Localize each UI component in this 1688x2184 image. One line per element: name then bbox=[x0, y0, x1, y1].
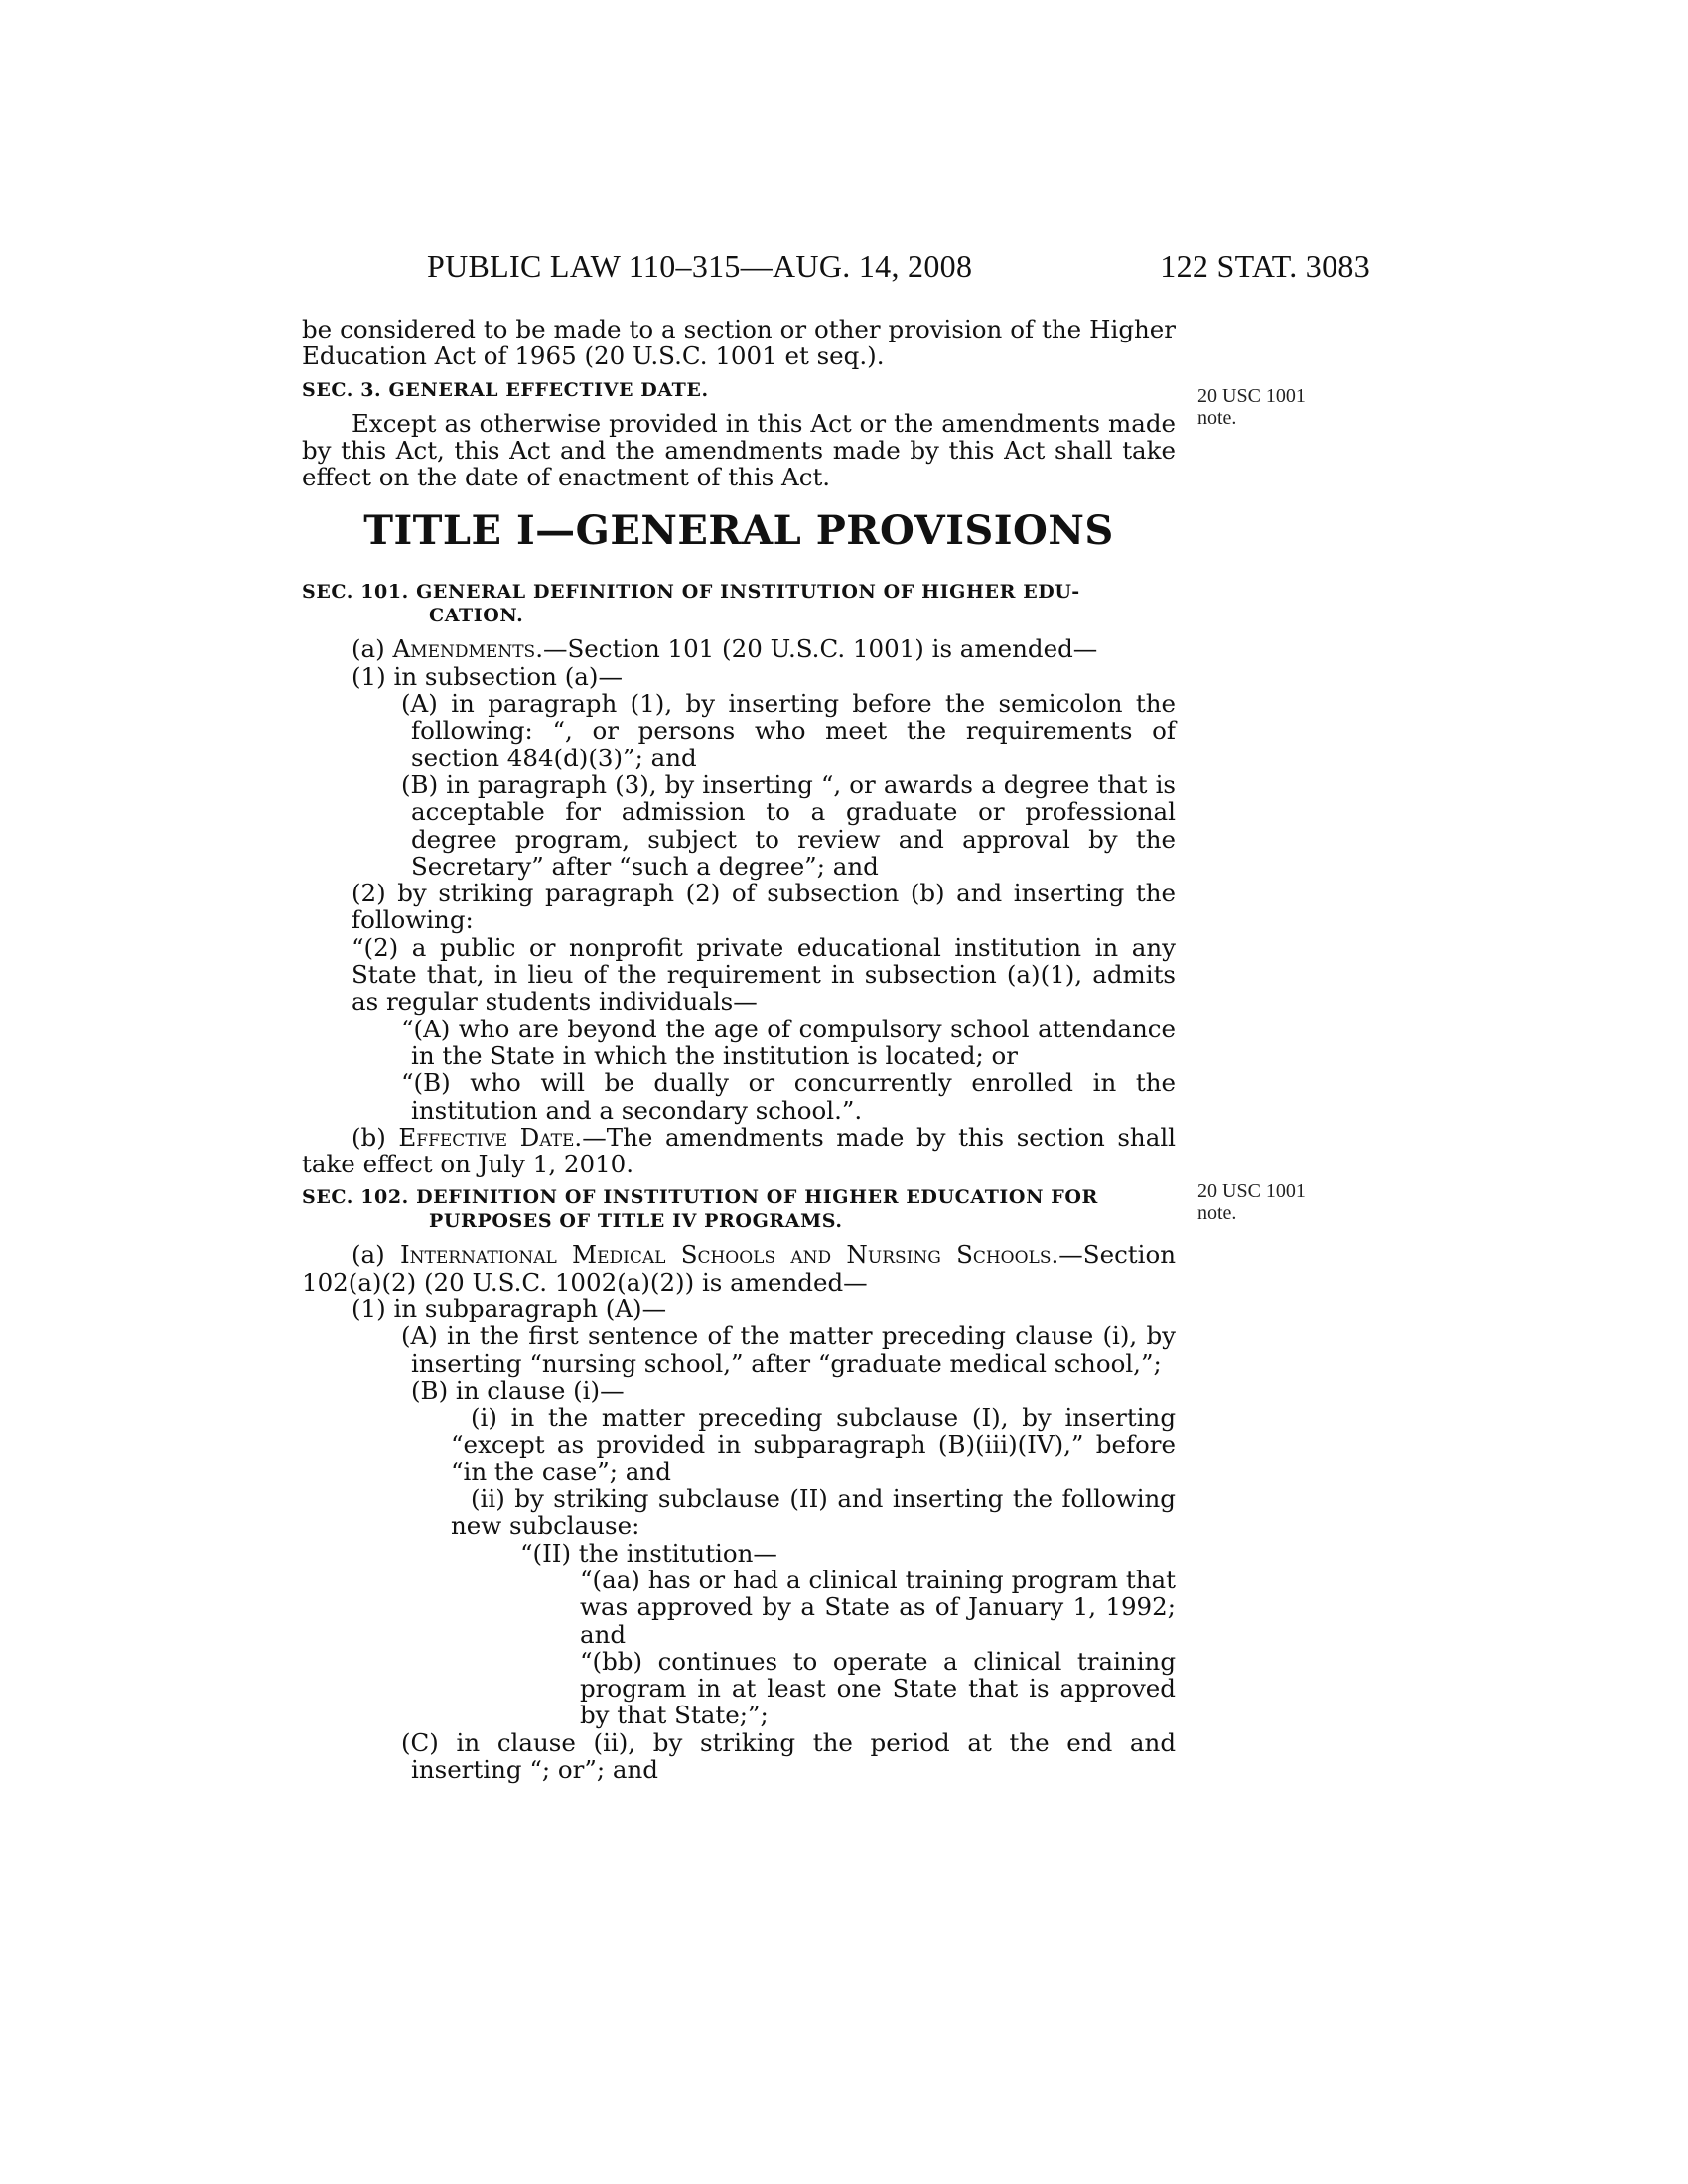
subparagraph-A: (A) in the first sentence of the matter preceding clause (i), by inserting “nursing school,” after “graduate medical school,”; bbox=[401, 1321, 1176, 1378]
subsection-text: .—Section 102(a)(2) (20 U.S.C. 1002(a)(2)) is amended— bbox=[302, 1240, 1177, 1297]
section-101-heading bbox=[302, 580, 1176, 627]
paragraph-1: (1) in subparagraph (A)— bbox=[352, 1295, 667, 1324]
margin-note-usc bbox=[1197, 385, 1306, 429]
clause-i: (i) in the matter preceding subclause (I), by inserting “except as provided in subparagraph (B)(iii)(IV),” before “in the case”; and bbox=[451, 1403, 1176, 1486]
subparagraph-B: (B) in paragraph (3), by inserting “, or awards a degree that is acceptable for admission to a graduate or professional degree program, subject to review and approval by the Secretary” after “such a degree”; and bbox=[401, 769, 1176, 881]
paragraph-2-text: (2) by striking paragraph (2) of subsection (b) and inserting the following: bbox=[352, 879, 1176, 935]
section-heading-text: SEC. 3. GENERAL EFFECTIVE DATE. bbox=[302, 378, 709, 401]
quoted-subparagraph-A: “(A) who are beyond the age of compulsory school attendance in the State in which the institution is located; or bbox=[401, 1014, 1176, 1070]
paragraph-2 bbox=[302, 880, 1176, 934]
subsection-text: .—The amendments made by this section shall take effect on July 1, 2010. bbox=[302, 1122, 1176, 1179]
section-heading-text: SEC. 101. GENERAL DEFINITION OF INSTITUTION OF HIGHER EDU- bbox=[302, 581, 1080, 604]
margin-note-line: 20 USC 1001 bbox=[1197, 1180, 1306, 1202]
quoted-paragraph-2: “(2) a public or nonprofit private educational institution in any State that, in lieu of the requirement in subsection (a)(1), admits as regular students individuals— bbox=[352, 932, 1176, 1017]
margin-note-usc bbox=[1197, 1180, 1306, 1224]
header-stat-page: 122 STAT. 3083 bbox=[1160, 248, 1370, 284]
subsection-label: (b) bbox=[352, 1122, 399, 1152]
subparagraph-C: (C) in clause (ii), by striking the period at the end and inserting “; or”; and bbox=[401, 1727, 1176, 1785]
section-heading-text: SEC. 102. DEFINITION OF INSTITUTION OF HIGHER EDUCATION FOR bbox=[302, 1186, 1098, 1209]
paragraph-1: (1) in subsection (a)— bbox=[352, 661, 623, 691]
section-102-heading bbox=[302, 1185, 1176, 1233]
subsection-label: (a) bbox=[352, 1240, 400, 1270]
section-3-heading bbox=[302, 378, 1176, 402]
quoted-subparagraph-B: “(B) who will be dually or concurrently enrolled in the institution and a secondary school.”. bbox=[401, 1068, 1176, 1125]
section-heading-continuation: CATION. bbox=[429, 605, 524, 627]
margin-note-line: note. bbox=[1197, 1202, 1237, 1224]
subparagraph-B: (B) in clause (i)— bbox=[411, 1375, 625, 1405]
quoted-item-bb: “(bb) continues to operate a clinical training program in at least one State that is approved by that State;”; bbox=[580, 1646, 1176, 1730]
subparagraph-A: (A) in paragraph (1), by inserting before the semicolon the following: “, or persons who meet the requirements of section 484(d)(3)”; and bbox=[401, 689, 1176, 772]
clause-ii: (ii) by striking subclause (II) and inserting the following new subclause: bbox=[451, 1484, 1176, 1541]
subsection-a bbox=[302, 635, 1176, 662]
subsection-caption: Amendments bbox=[392, 634, 536, 664]
section-heading-continuation: PURPOSES OF TITLE IV PROGRAMS. bbox=[429, 1210, 843, 1233]
subsection-text: .—Section 101 (20 U.S.C. 1001) is amended— bbox=[535, 634, 1098, 664]
subsection-caption: International Medical Schools and Nursing Schools bbox=[400, 1240, 1052, 1270]
margin-note-line: note. bbox=[1197, 407, 1237, 429]
subsection-caption: Effective Date bbox=[398, 1122, 575, 1152]
margin-note-line: 20 USC 1001 bbox=[1197, 385, 1306, 407]
header-public-law: PUBLIC LAW 110–315—AUG. 14, 2008 bbox=[427, 248, 973, 284]
running-header bbox=[298, 248, 1370, 292]
title-heading: TITLE I—GENERAL PROVISIONS bbox=[363, 507, 1114, 555]
section-3-text: Except as otherwise provided in this Act or the amendments made by this Act, this Act and the amendments made by this Act shall take effect on the date of enactment of this Act. bbox=[302, 408, 1176, 492]
quoted-item-aa: “(aa) has or had a clinical training program that was approved by a State as of January 1, 1992; and bbox=[580, 1565, 1176, 1649]
subsection-b bbox=[302, 1124, 1176, 1178]
intro-paragraph: be considered to be made to a section or other provision of the Higher Education Act of 1965 (20 U.S.C. 1001 et seq.). bbox=[302, 315, 1176, 371]
quoted-subclause-II: “(II) the institution— bbox=[520, 1538, 777, 1568]
subsection-a-102 bbox=[302, 1241, 1176, 1296]
document-body bbox=[302, 316, 1176, 1783]
subsection-label: (a) bbox=[352, 634, 393, 664]
